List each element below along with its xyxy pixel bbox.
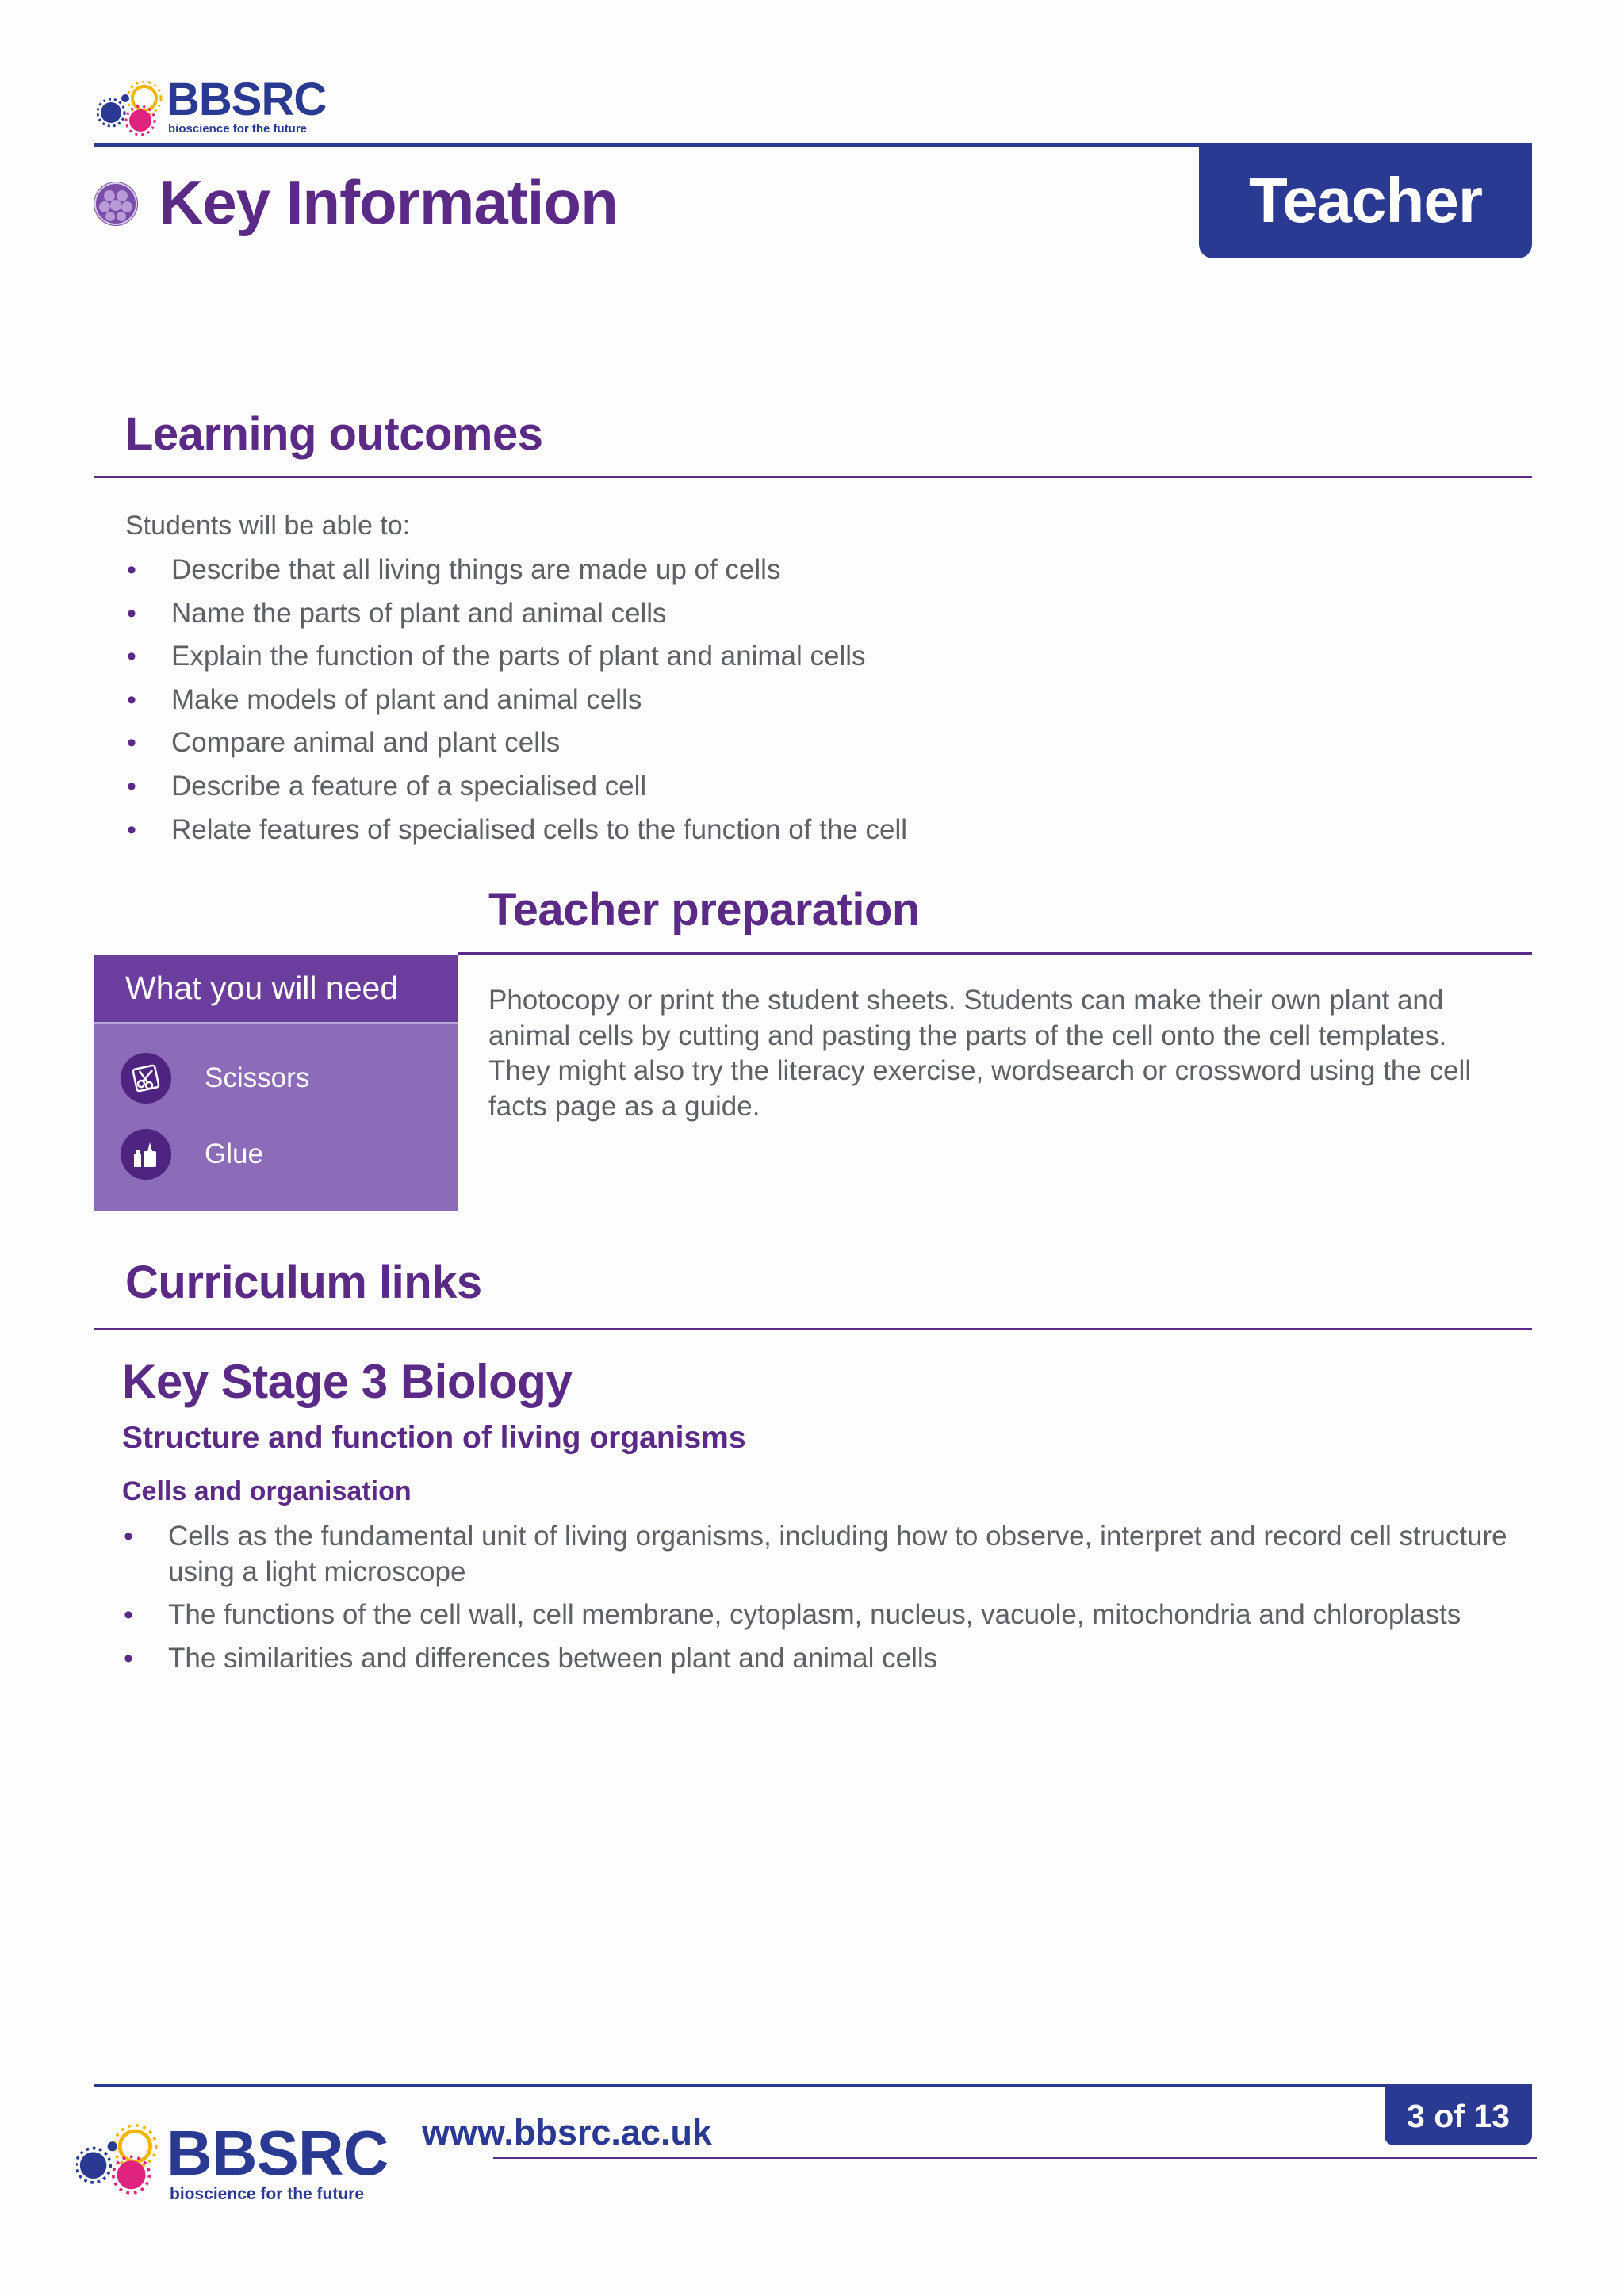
teacher-preparation-heading: Teacher preparation: [488, 884, 920, 936]
bbsrc-logo-top: [97, 73, 327, 138]
what-you-need-box: [94, 955, 458, 1211]
footer-url-link[interactable]: www.bbsrc.ac.uk: [422, 2112, 712, 2152]
bullet-icon: •: [124, 1521, 133, 1552]
footer-url-rule: [493, 2157, 1537, 2159]
key-stage-title: Key Stage 3 Biology: [122, 1355, 573, 1408]
learning-outcomes-heading: Learning outcomes: [125, 408, 543, 460]
list-item: • Cells as the fundamental unit of living organisms, including how to observe, interpret and record cell structure using a light microscope: [124, 1521, 1507, 1587]
bullet-icon: •: [127, 555, 136, 585]
list-item: • Make models of plant and animal cells: [171, 679, 907, 722]
bullet-icon: •: [127, 641, 136, 672]
curriculum-links-rule: [94, 1328, 1532, 1330]
what-you-need-heading: What you will need: [94, 955, 458, 1024]
list-item: • Compare animal and plant cells: [171, 721, 907, 765]
need-item-glue: [121, 1129, 263, 1180]
bullet-icon: •: [127, 771, 136, 802]
logo-tagline: bioscience for the future: [170, 2185, 365, 2203]
curriculum-subheading: Structure and function of living organisms: [122, 1421, 746, 1455]
bullet-icon: •: [124, 1600, 133, 1630]
logo-mark-icon: [76, 2122, 171, 2198]
logo-mark-icon: [97, 81, 176, 136]
preparation-text: Photocopy or print the student sheets. Students can make their own plant and animal cells by cutting and pasting the parts of the cell onto the cell templates. They might also try the literacy exercise, wordsearch or crossword using the cell facts page as a guide.: [488, 985, 1472, 1122]
audience-tab: Teacher: [1199, 143, 1532, 258]
need-item-scissors: [121, 1053, 309, 1104]
learning-outcomes-rule: [94, 476, 1532, 478]
need-item-label: Scissors: [205, 1062, 310, 1093]
footer-rule: [94, 2084, 1532, 2087]
bullet-icon: •: [127, 598, 136, 629]
page-title: Key Information: [159, 167, 618, 237]
bullet-icon: •: [127, 684, 136, 715]
bullet-icon: •: [124, 1643, 133, 1674]
cell-cluster-icon: [92, 180, 140, 228]
glue-icon: [121, 1129, 171, 1180]
curriculum-list: [124, 1519, 1516, 1684]
bullet-icon: •: [127, 728, 136, 759]
bbsrc-logo-footer: [76, 2117, 389, 2204]
logo-tagline: bioscience for the future: [168, 122, 308, 136]
outcomes-list: [127, 549, 908, 851]
list-item: • Name the parts of plant and animal cells: [171, 592, 907, 636]
logo-word: BBSRC: [167, 74, 327, 125]
need-item-label: Glue: [205, 1138, 263, 1169]
outcomes-intro: Students will be able to:: [125, 511, 411, 541]
curriculum-links-heading: Curriculum links: [125, 1257, 482, 1308]
list-item: • The functions of the cell wall, cell membrane, cytoplasm, nucleus, vacuole, mitochondria and chloroplasts: [168, 1598, 1516, 1633]
bullet-icon: •: [127, 814, 136, 845]
curriculum-topic: Cells and organisation: [122, 1476, 412, 1506]
page-number: 3 of 13: [1385, 2087, 1532, 2145]
logo-word: BBSRC: [167, 2118, 389, 2188]
list-item: • Explain the function of the parts of plant and animal cells: [171, 635, 907, 679]
list-item: • Describe that all living things are made up of cells: [171, 549, 907, 592]
scissors-icon: [121, 1053, 171, 1104]
list-item: • Relate features of specialised cells to the function of the cell: [171, 809, 907, 852]
list-item: • Describe a feature of a specialised cell: [171, 765, 907, 809]
teacher-preparation-rule: [458, 952, 1532, 955]
list-item: • The similarities and differences between plant and animal cells: [168, 1641, 1516, 1677]
